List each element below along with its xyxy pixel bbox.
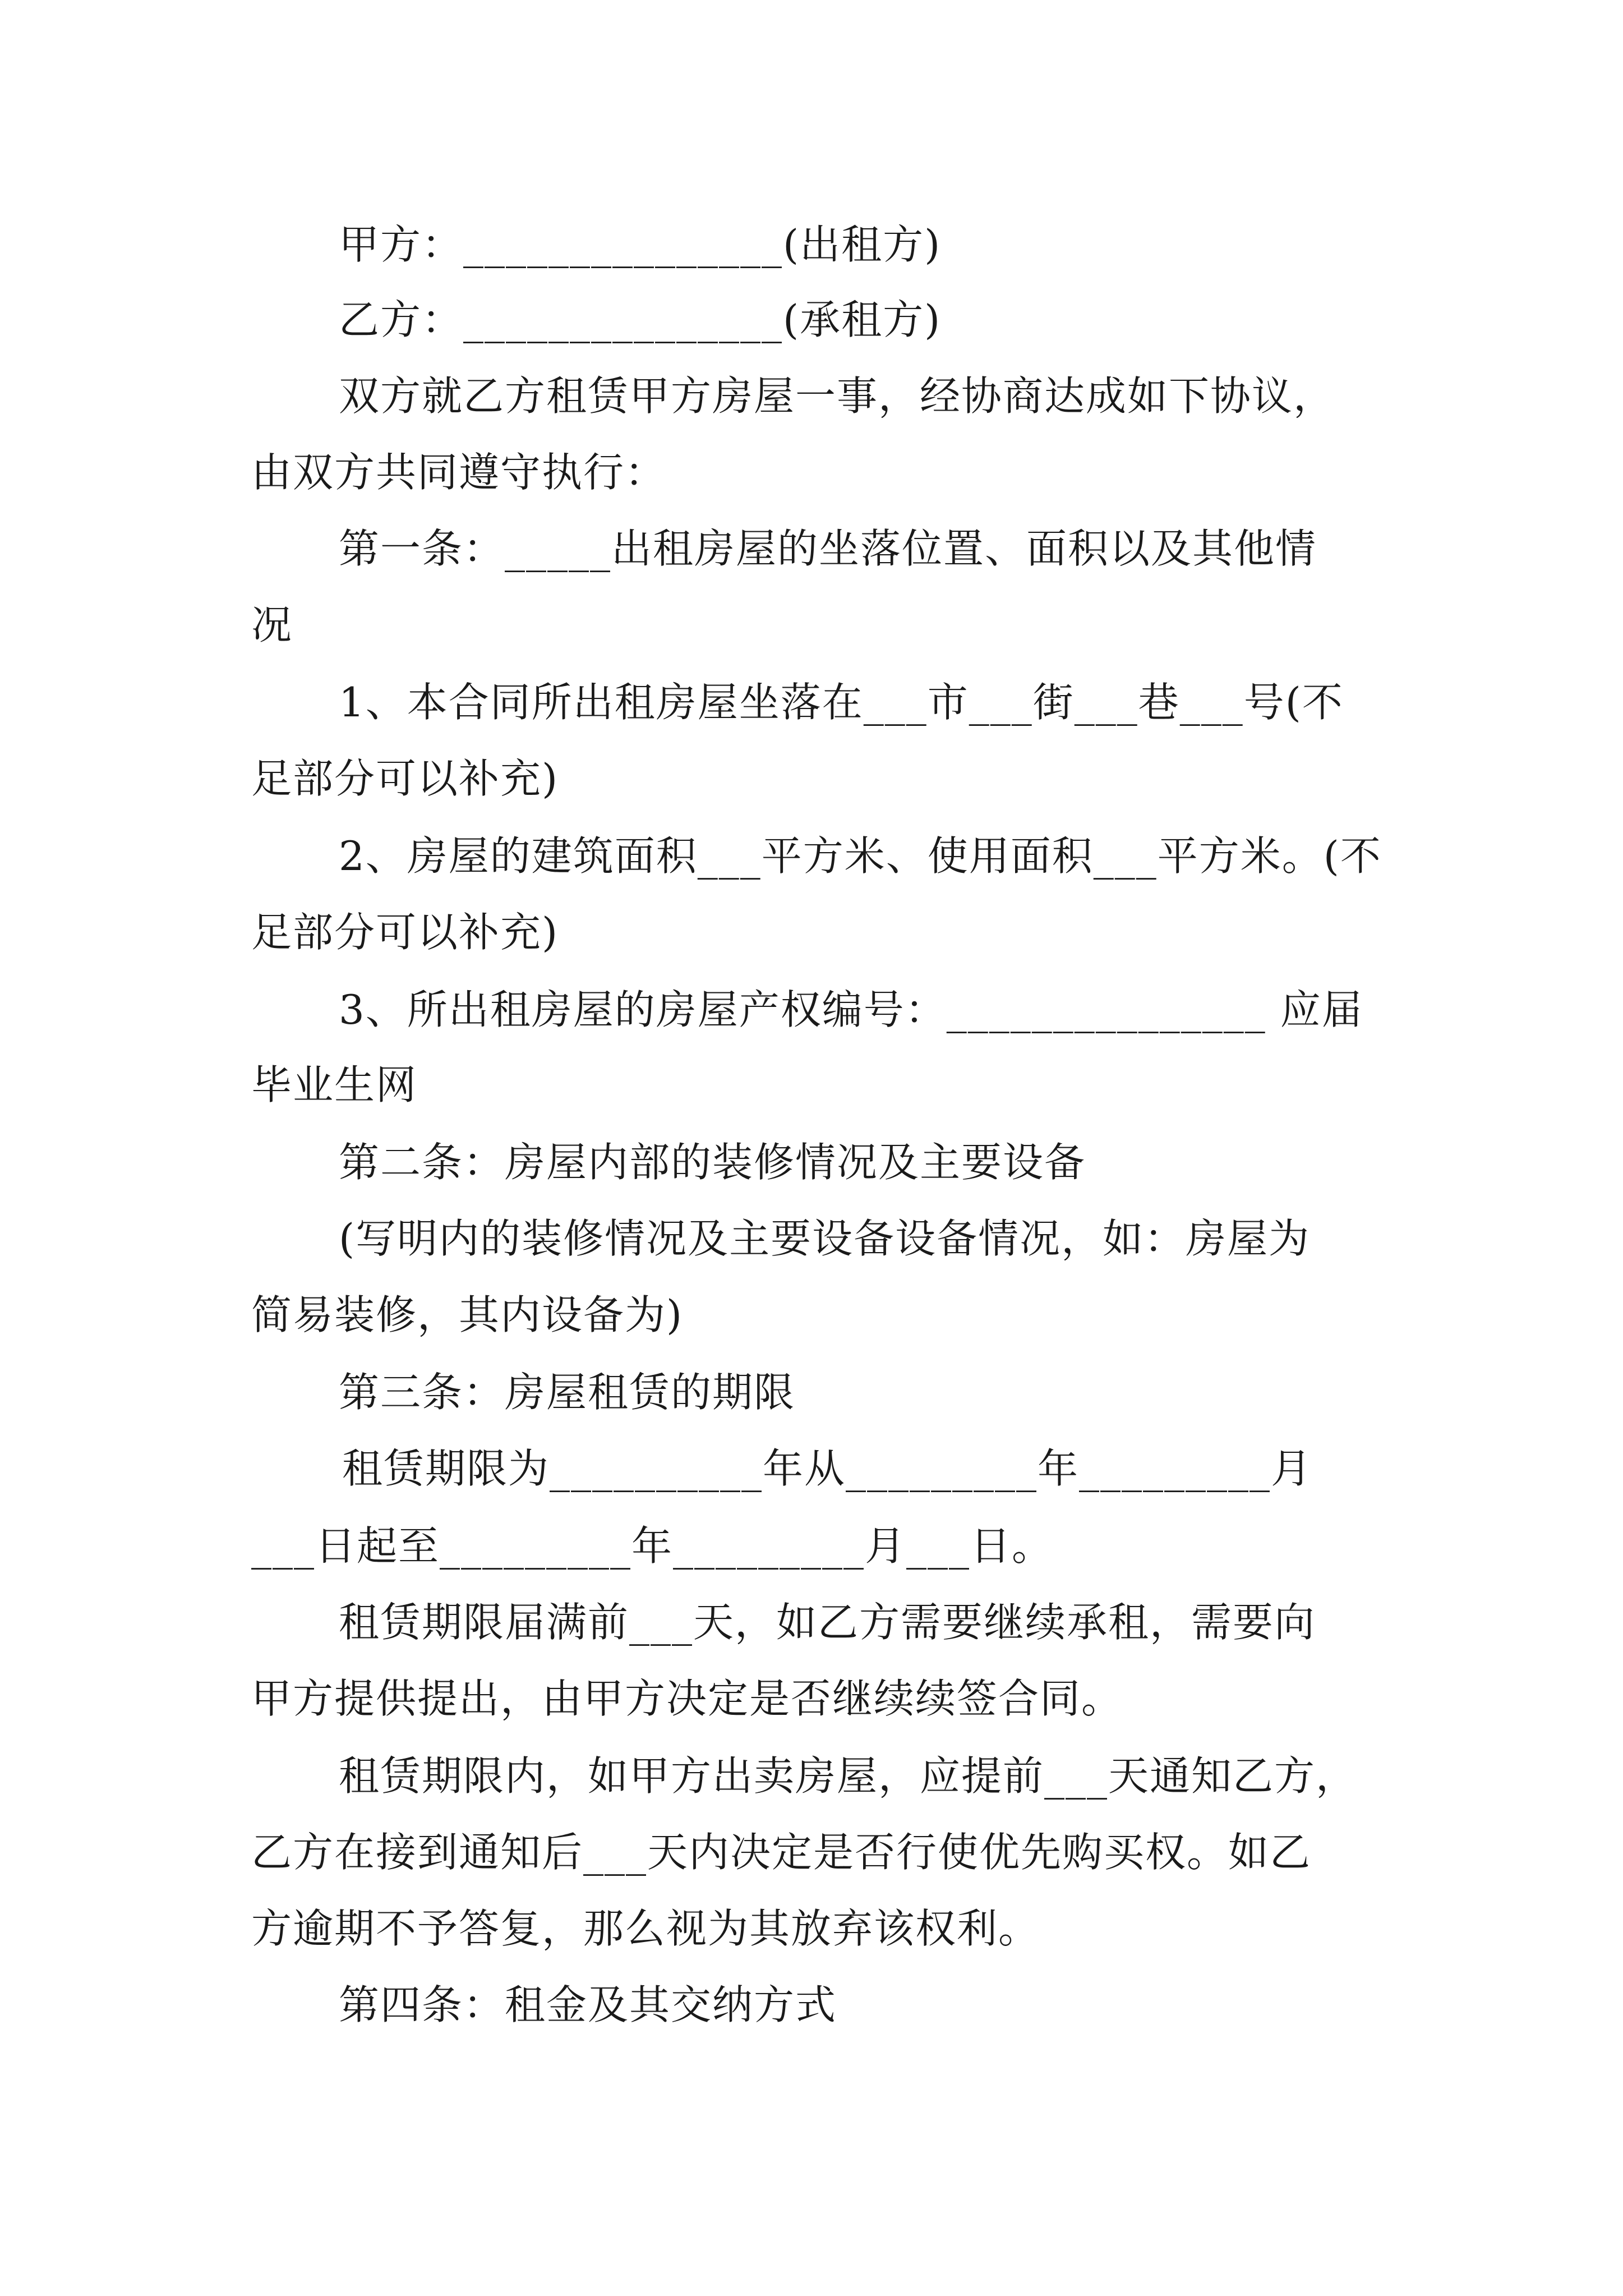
article-2-note-1: (写明内的装修情况及主要设备设备情况，如：房屋为 <box>339 1215 1311 1262</box>
term-line-2: ___日起至_________年_________月___日。 <box>251 1522 1054 1570</box>
renewal-line-2: 甲方提供提出，由甲方决定是否继续续签合同。 <box>251 1675 1123 1722</box>
sale-line-2: 乙方在接到通知后___天内决定是否行使优先购买权。如乙 <box>251 1829 1312 1876</box>
item-2-line-2: 足部分可以补充) <box>251 909 559 956</box>
intro-line-2: 由双方共同遵守执行： <box>251 449 667 496</box>
item-1-line-2: 足部分可以补充) <box>251 755 559 802</box>
item-1-line-1: 1、本合同所出租房屋坐落在___市___街___巷___号(不 <box>339 679 1344 726</box>
renewal-line-1: 租赁期限届满前___天，如乙方需要继续承租，需要向 <box>339 1599 1316 1646</box>
party-a-line: 甲方：_______________(出租方) <box>339 221 942 268</box>
party-b-line: 乙方：_______________(承租方) <box>339 296 942 343</box>
item-3-line-1: 3、所出租房屋的房屋产权编号：_______________ 应届 <box>339 986 1363 1033</box>
item-2-line-1: 2、房屋的建筑面积___平方米、使用面积___平方米。(不 <box>339 832 1382 880</box>
item-3-line-2: 毕业生网 <box>251 1061 418 1108</box>
term-line-1: 租赁期限为__________年从_________年_________月 <box>342 1445 1313 1492</box>
article-1-heading-2: 况 <box>251 601 293 648</box>
article-2-heading: 第二条：房屋内部的装修情况及主要设备 <box>339 1139 1086 1186</box>
article-4-heading: 第四条：租金及其交纳方式 <box>339 1981 837 2028</box>
intro-line-1: 双方就乙方租赁甲方房屋一事，经协商达成如下协议， <box>339 372 1335 420</box>
sale-line-3: 方逾期不予答复，那么视为其放弃该权利。 <box>251 1905 1040 1952</box>
article-3-heading: 第三条：房屋租赁的期限 <box>339 1369 796 1416</box>
article-2-note-2: 简易装修，其内设备为) <box>251 1291 684 1338</box>
sale-line-1: 租赁期限内，如甲方出卖房屋，应提前___天通知乙方， <box>339 1752 1358 1800</box>
article-1-heading-1: 第一条：_____出租房屋的坐落位置、面积以及其他情 <box>339 525 1317 572</box>
